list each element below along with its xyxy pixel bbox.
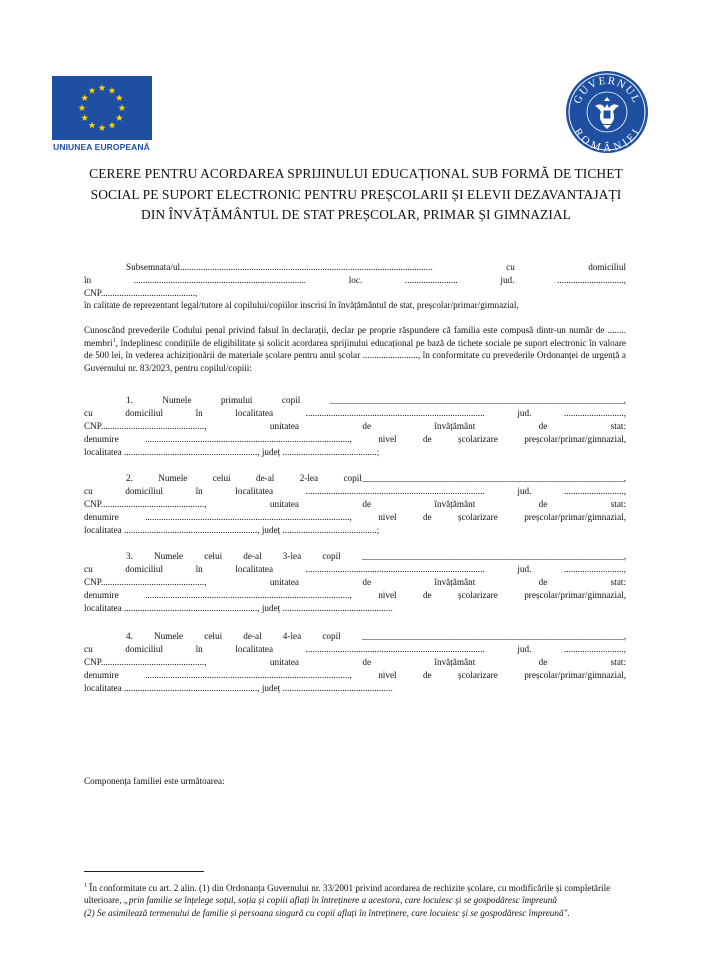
eu-logo (45, 76, 158, 156)
child-locality-line: localitatea .........................................................., județ ................................................ (84, 683, 393, 693)
eu-star-icon (99, 84, 106, 91)
child-school-line: denumire ........................................................................................., nivel de școlarizare preșcolar/primar/gimnazial, (84, 670, 626, 680)
eu-flag-icon (52, 76, 152, 140)
eu-star-icon (109, 87, 116, 94)
eu-star-icon (99, 124, 106, 131)
intro-cnp-line: CNP........................................., (84, 288, 198, 298)
child-locality-line: localitatea .........................................................., județ .........................................; (84, 525, 380, 535)
eu-star-icon (89, 87, 96, 94)
document-title: CERERE PENTRU ACORDAREA SPRIJINULUI EDUCAȚIONAL SUB FORMĂ DE TICHET SOCIAL PE SUPORT ELECTRONIC PENTRU PREȘCOLARII ȘI ELEVII DEZAVANTAJAȚI DIN ÎNVĂȚĂMÂNTUL DE STAT PREȘCOLAR, PRIMAR ȘI GIMNAZIAL (89, 166, 623, 222)
child-name-line: 4. Numele celui de-al 4-lea copil _________________________________________________________, (126, 631, 626, 641)
child-locality-line: localitatea .........................................................., județ ................................................ (84, 603, 393, 613)
eu-star-icon (81, 94, 88, 101)
child-domicile-line: cu domiciliul în localitatea .............................................................................. jud. .........................., (84, 408, 626, 418)
eu-star-icon (109, 122, 116, 129)
child-name-line: 1. Numele primului copil ________________________________________________________________, (126, 395, 626, 405)
intro-name-line: Subsemnata/ul.............................................................................................................. cu domiciliul (126, 262, 626, 272)
child-domicile-line: cu domiciliul în localitatea .............................................................................. jud. .........................., (84, 564, 626, 574)
child-domicile-line: cu domiciliul în localitatea .............................................................................. jud. .........................., (84, 486, 626, 496)
footnote-ref: 1 (112, 337, 116, 344)
eu-star-icon (81, 114, 88, 121)
footnote-quote-1: „prin familie se înțelege soțul, soția și copiii aflați în întreținere a acestora, care locuiesc și se gospodăresc împreună (123, 895, 557, 906)
eu-logo-caption: UNIUNEA EUROPEANĂ (53, 142, 150, 152)
child-name-line: 2. Numele celui de-al 2-lea copil_________________________________________________________, (126, 473, 626, 483)
eu-star-icon (89, 122, 96, 129)
eu-star-icon (119, 104, 126, 111)
child-domicile-line: cu domiciliul în localitatea .............................................................................. jud. .........................., (84, 644, 626, 654)
intro-address-line: în ........................................................................... loc. ....................... jud. ............................., (84, 275, 626, 285)
child-school-line: denumire ........................................................................................., nivel de școlarizare preșcolar/primar/gimnazial, (84, 434, 626, 444)
footnote-divider (84, 871, 204, 872)
child-cnp-line: CNP............................................., unitatea de învățământ de stat: (84, 657, 626, 667)
seal-bottom-text: ROMÂNIEI (571, 126, 643, 154)
child-name-line: 3. Numele celui de-al 3-lea copil _________________________________________________________, (126, 551, 626, 561)
guvernul-romaniei-seal-icon (565, 70, 649, 154)
child-locality-line: localitatea .........................................................., județ .........................................; (84, 447, 380, 457)
seal-top-text: GUVERNUL (571, 74, 643, 106)
child-cnp-line: CNP............................................., unitatea de învățământ de stat: (84, 421, 626, 431)
child-cnp-line: CNP............................................., unitatea de învățământ de stat: (84, 499, 626, 509)
child-school-line: denumire ........................................................................................., nivel de școlarizare preșcolar/primar/gimnazial, (84, 512, 626, 522)
family-heading: Componența familiei este următoarea: (84, 776, 225, 786)
declaration-paragraph: Cunoscând prevederile Codului penal privind falsul în declarații, declar pe proprie răspundere că familia este compusă dintr-un număr de ........ membri$^1$, îndeplinesc condițiile de eligibilitate și solicit acordarea sprijinului educațional pe bază de tichete sociale pe suport electronic în valoare de 500 lei, în vederea achiziționării de materiale școlare pentru anul școlar ........................, în conformitate cu prevederile Ordonanței de urgență a Guvernului nr. 83/2023, pentru copilul/copiii: (84, 325, 626, 373)
footnote: $^1$ În conformitate cu art. 2 alin. (1) din Ordonanța Guvernului nr. 33/2001 privind acordarea de rechizite școlare, cu modificările și completările ulterioare, „prin familie se înțelege soțul, soția și copiii aflați în întreținere a acestora, care locuiesc și se gospodăresc împreună (2) Se asimilează termenului de familie și persoana singură cu copii aflați în întreținere, care locuiesc și se gospodăresc împreună". (84, 882, 611, 918)
footnote-quote-2: (2) Se asimilează termenului de familie și persoana singură cu copii aflați în întreținere, care locuiesc și se gospodăresc împreună". (84, 907, 570, 918)
eu-star-icon (116, 114, 123, 121)
eu-star-icon (79, 104, 86, 111)
child-cnp-line: CNP............................................., unitatea de învățământ de stat: (84, 577, 626, 587)
child-school-line: denumire ........................................................................................., nivel de școlarizare preșcolar/primar/gimnazial, (84, 590, 626, 600)
eu-star-icon (116, 94, 123, 101)
intro-role-line: în calitate de reprezentant legal/tutore al copilului/copiilor inscrisi în învățământul de stat, preșcolar/primar/gimnazial, (84, 300, 519, 310)
